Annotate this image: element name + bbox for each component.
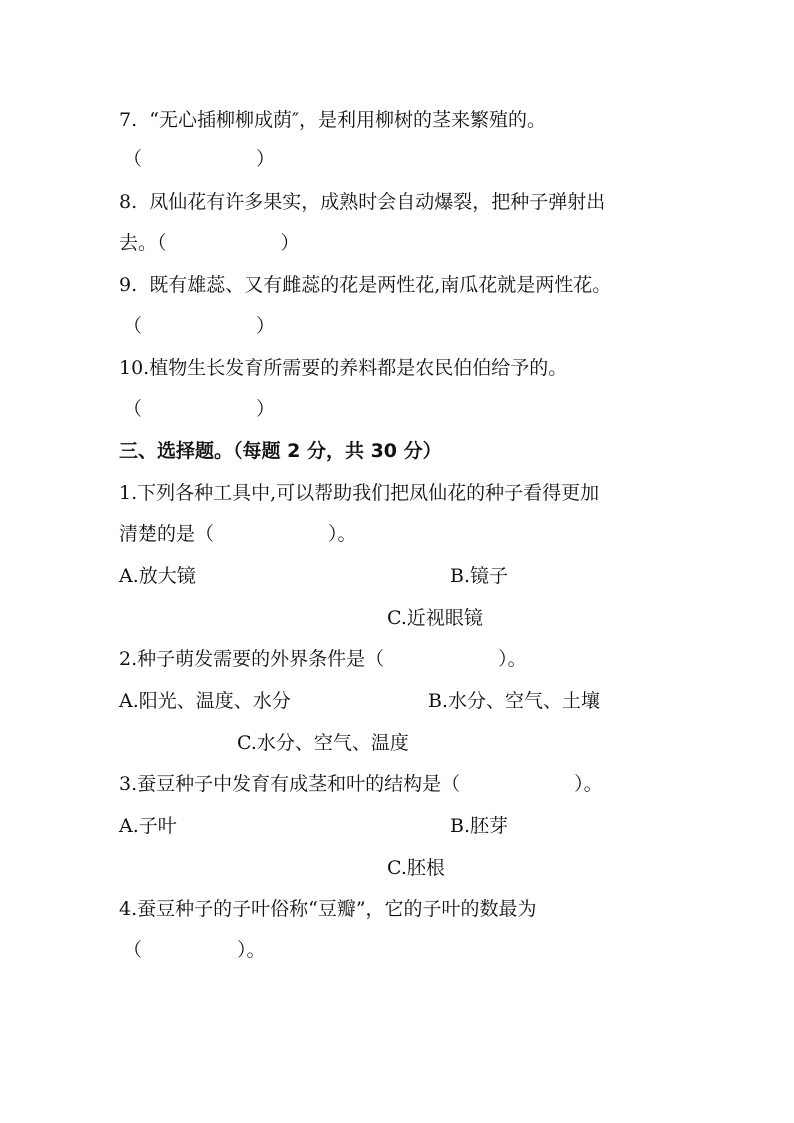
mc-question-4-continued: （ ）。 [123, 939, 266, 961]
mc-question-1: 1.下列各种工具中,可以帮助我们把凤仙花的种子看得更加 [119, 482, 600, 504]
mc-3-option-b[interactable]: B.胚芽 [450, 815, 509, 837]
mc-question-4: 4.蚕豆种子的子叶俗称“豆瓣”，它的子叶的数最为 [119, 898, 537, 920]
question-7: 7. “无心插柳柳成荫″，是利用柳树的茎来繁殖的。 [119, 109, 547, 131]
question-10: 10.植物生长发育所需要的养料都是农民伯伯给予的。 [119, 357, 568, 379]
answer-blank-10[interactable]: （ ） [123, 398, 276, 420]
mc-3-option-a[interactable]: A.子叶 [119, 815, 177, 837]
mc-3-option-c[interactable]: C.胚根 [387, 857, 445, 879]
answer-blank-8[interactable]: （ ） [157, 232, 300, 254]
mc-1-option-a[interactable]: A.放大镜 [119, 565, 196, 587]
mc-1-option-c[interactable]: C.近视眼镜 [387, 607, 483, 629]
mc-question-3: 3.蚕豆种子中发育有成茎和叶的结构是（ ）。 [119, 773, 603, 795]
answer-blank-9[interactable]: （ ） [123, 315, 276, 337]
mc-2-option-c[interactable]: C.水分、空气、温度 [237, 732, 409, 754]
question-9: 9. 既有雄蕊、又有雌蕊的花是两性花,南瓜花就是两性花。 [119, 274, 612, 296]
section-heading: 三、选择题。（每题 2 分，共 30 分） [119, 440, 442, 462]
mc-question-1-continued: 清楚的是（ ）。 [119, 523, 357, 545]
mc-question-2: 2.种子萌发需要的外界条件是（ ）。 [119, 648, 527, 670]
question-8-continued: 去。（ ） [119, 232, 300, 254]
answer-blank-7[interactable]: （ ） [123, 148, 276, 170]
mc-2-option-a[interactable]: A.阳光、温度、水分 [119, 690, 291, 712]
question-8: 8. 凤仙花有许多果实，成熟时会自动爆裂，把种子弹射出 [119, 191, 606, 213]
mc-1-option-b[interactable]: B.镜子 [450, 565, 509, 587]
mc-2-option-b[interactable]: B.水分、空气、土壤 [428, 690, 601, 712]
